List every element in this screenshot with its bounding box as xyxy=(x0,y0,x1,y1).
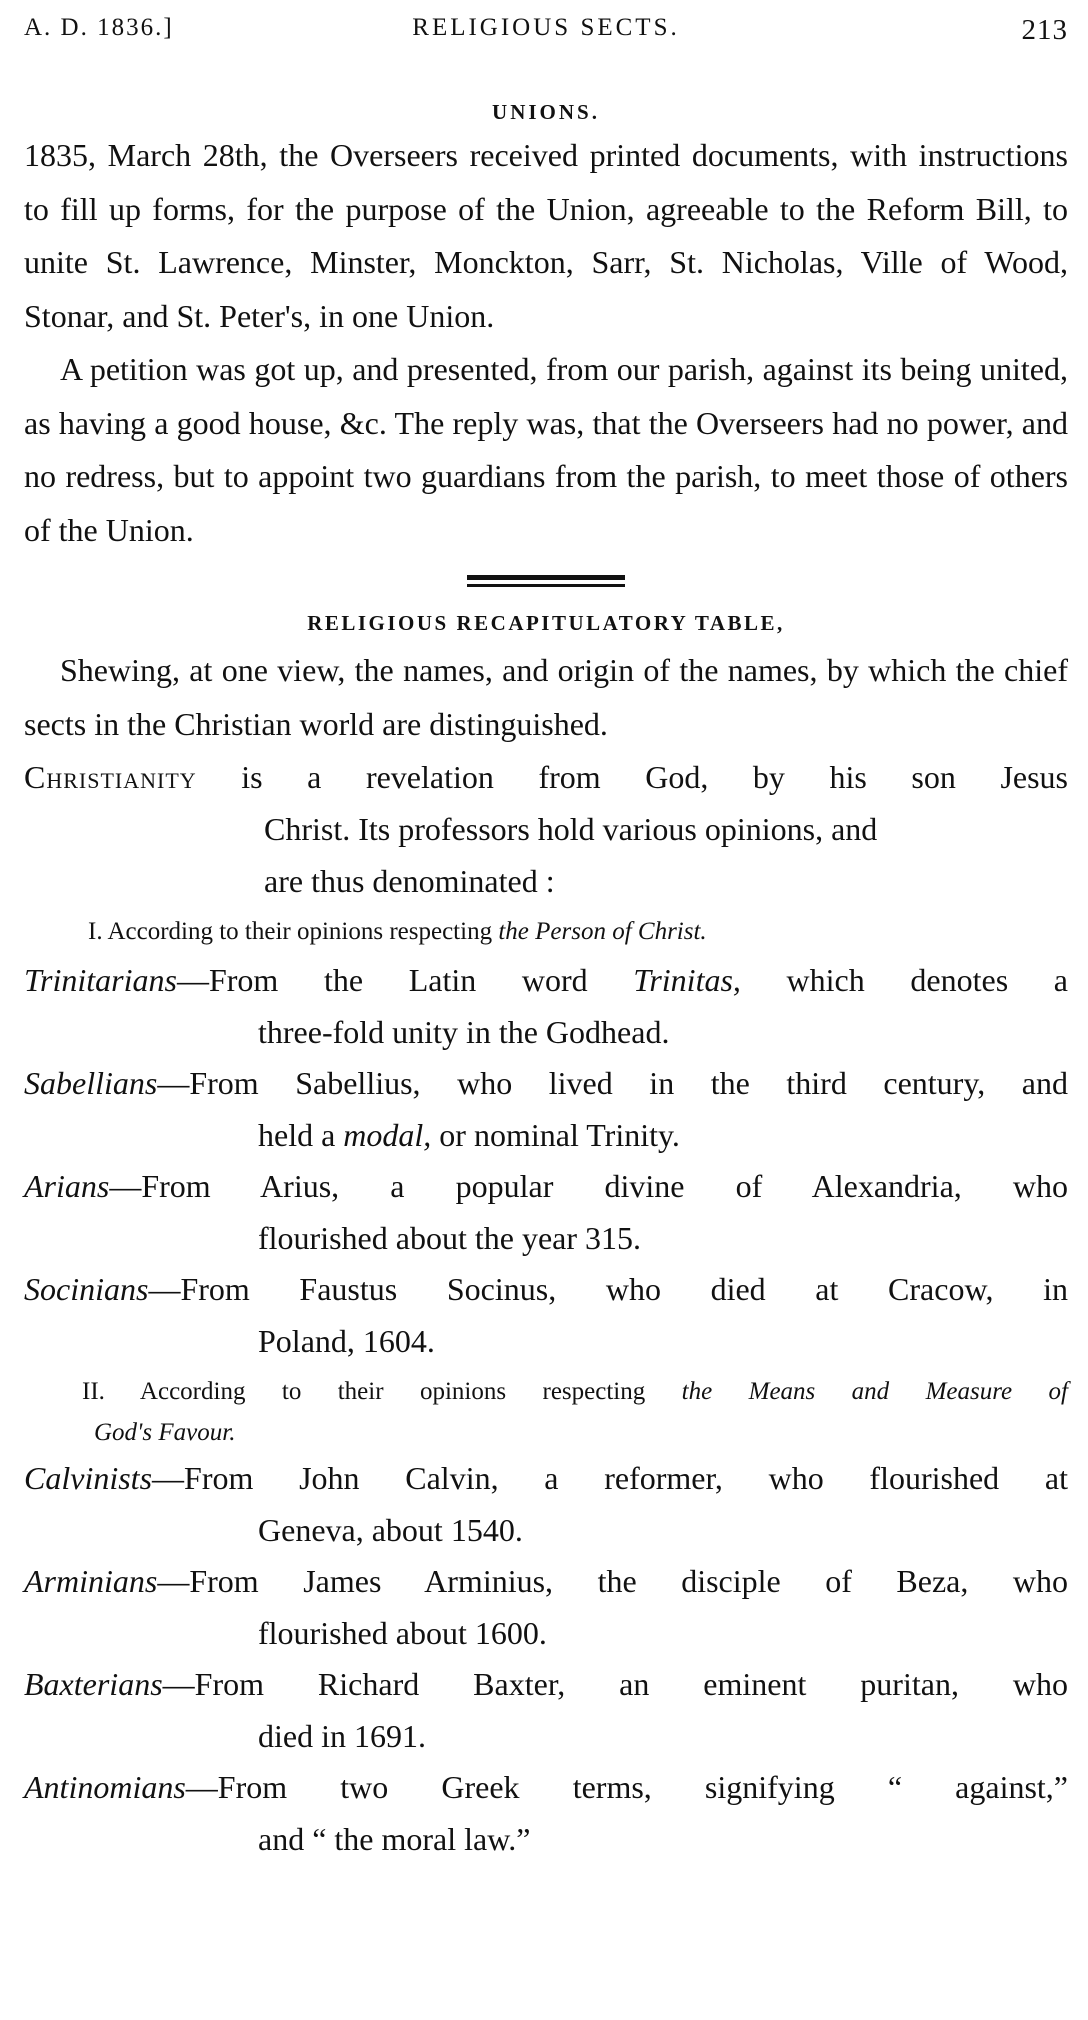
entry-continuation: died in 1691. xyxy=(258,1717,426,1754)
unions-paragraph-2: A petition was got up, and presented, from our parish, against its being united, as having a good house, &c. The reply was, that the Overseers had no power, and no redress, but to appoint two guardians from the parish, to meet those of others of the Union. xyxy=(24,351,1068,548)
entries-group-1 xyxy=(24,955,1068,1367)
entry-calvinists xyxy=(24,1453,1068,1556)
unions-paragraph-1: 1835, March 28th, the Overseers received printed documents, with instructions to fill up forms, for the purpose of the Union, agreeable to the Reform Bill, to unite St. Lawrence, Minster, Monckton, Sarr, St. Nicholas, Ville of Wood, Stonar, and St. Peter's, in one Union. xyxy=(24,137,1068,334)
entry-continuation: and “ the moral law.” xyxy=(258,1820,531,1857)
group-2-italic-cont: God's Favour. xyxy=(94,1419,236,1446)
entry-term: Trinitarians xyxy=(24,962,177,998)
entry-antinomians xyxy=(24,1762,1068,1865)
group-heading-1 xyxy=(24,909,1068,955)
entry-term: Baxterians xyxy=(24,1666,163,1702)
entry-text: —From Sabellius, who lived in the third century, and xyxy=(157,1065,1068,1101)
entry-term: Arminians xyxy=(24,1563,158,1599)
entry-term: Calvinists xyxy=(24,1460,153,1496)
christianity-term: Christianity xyxy=(24,759,197,795)
entry-text: —From Faustus Socinus, who died at Cracow, in xyxy=(148,1271,1068,1307)
entry-continuation: Geneva, about 1540. xyxy=(258,1511,523,1548)
entry-term: Arians xyxy=(24,1168,110,1204)
entry-continuation: Poland, 1604. xyxy=(258,1322,435,1359)
entry-continuation: flourished about the year 315. xyxy=(258,1219,641,1256)
entry-text: —From Richard Baxter, an eminent puritan, who xyxy=(162,1666,1068,1702)
entry-continuation: flourished about 1600. xyxy=(258,1614,547,1651)
entries-group-2 xyxy=(24,1453,1068,1865)
entry-continuation: or nominal Trinity. xyxy=(431,1116,680,1153)
entry-continuation: three-fold unity in the Godhead. xyxy=(258,1013,670,1050)
entry-socinians xyxy=(24,1264,1068,1367)
section-divider xyxy=(24,575,1068,587)
entry-arians xyxy=(24,1161,1068,1264)
entry-text: —From John Calvin, a reformer, who flourished at xyxy=(152,1460,1068,1496)
entry-term: Antinomians xyxy=(24,1769,186,1805)
running-header xyxy=(24,14,1068,54)
group-2-prefix: II. According to their opinions respecting xyxy=(82,1378,646,1405)
table-heading: RELIGIOUS RECAPITULATORY TABLE, xyxy=(307,611,785,635)
header-title: RELIGIOUS SECTS. xyxy=(412,14,680,41)
unions-heading: UNIONS. xyxy=(492,100,600,124)
entry-text: —From Arius, a popular divine of Alexandria, who xyxy=(109,1168,1068,1204)
christianity-text-1: is a revelation from God, by his son Jesus xyxy=(241,759,1069,795)
group-1-prefix: I. According to their opinions respecting xyxy=(88,918,493,945)
group-heading-2 xyxy=(24,1369,1068,1415)
entry-sabellians xyxy=(24,1058,1068,1161)
entry-italic: Trinitas, xyxy=(633,962,741,998)
entry-arminians xyxy=(24,1556,1068,1659)
page-body xyxy=(24,100,1068,1865)
entry-trinitarians xyxy=(24,955,1068,1058)
entry-baxterians xyxy=(24,1659,1068,1762)
christianity-text-3: are thus denominated : xyxy=(264,863,555,899)
table-intro: Shewing, at one view, the names, and origin of the names, by which the chief sects in the Christian world are distinguished. xyxy=(24,652,1068,742)
group-2-italic: the Means and Measure of xyxy=(681,1378,1069,1405)
entry-text: which denotes a xyxy=(740,962,1069,998)
entry-text: —From the Latin word xyxy=(176,962,634,998)
group-heading-2-continued xyxy=(24,1413,1068,1453)
entry-text: —From James Arminius, the disciple of Beza, who xyxy=(157,1563,1068,1599)
christianity-text-2: Christ. Its professors hold various opinions, and xyxy=(264,811,878,847)
page-number: 213 xyxy=(1021,14,1068,46)
header-date: A. D. 1836.] xyxy=(24,14,174,41)
christianity-definition xyxy=(24,751,1068,907)
entry-continuation: held a xyxy=(258,1116,344,1153)
entry-text: —From two Greek terms, signifying “ against,” xyxy=(185,1769,1068,1805)
entry-term: Socinians xyxy=(24,1271,149,1307)
entry-term: Sabellians xyxy=(24,1065,158,1101)
entry-italic: modal, xyxy=(343,1116,432,1153)
group-1-italic: the Person of Christ. xyxy=(498,918,707,945)
